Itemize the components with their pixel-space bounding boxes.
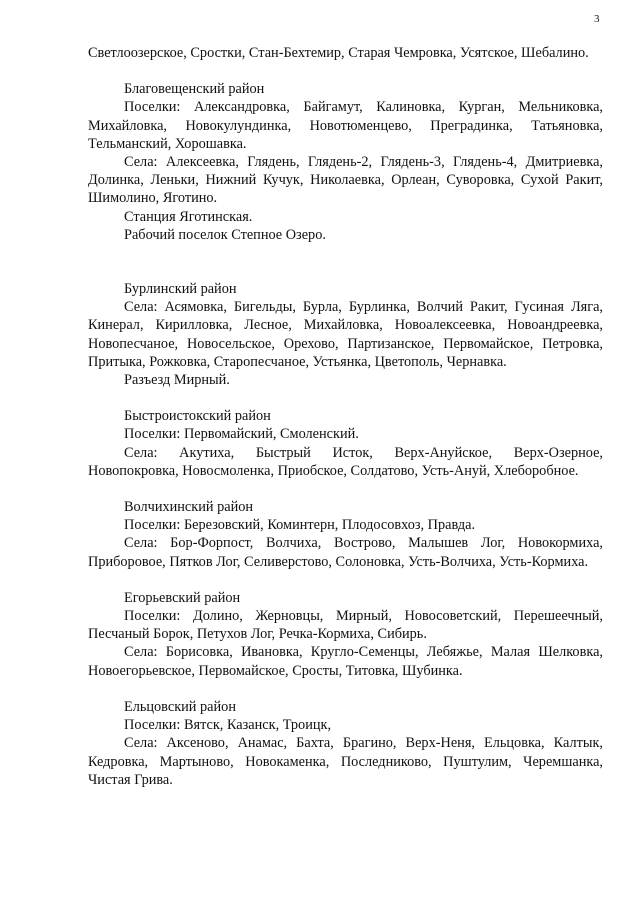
district-bystroistoksky: [88, 407, 603, 480]
spacer: [88, 480, 603, 498]
spacer: [88, 62, 603, 80]
posyolki-paragraph: Поселки: Березовский, Коминтерн, Плодосовхоз, Правда.: [124, 517, 476, 534]
district-burlinsky: [88, 280, 603, 389]
sela-paragraph: Села: Алексеевка, Глядень, Глядень-2, Глядень-3, Глядень-4, Дмитриевка, Долинка, Леньки, Нижний Кучук, Николаевка, Орлеан, Суворовка, Сухой Ракит, Шимолино, Яготино.: [88, 154, 603, 207]
siding-paragraph: Разъезд Мирный.: [124, 372, 230, 389]
spacer: [88, 389, 603, 407]
posyolki-paragraph: Поселки: Вятск, Казанск, Троицк,: [124, 717, 332, 734]
posyolki-paragraph: Поселки: Долино, Жерновцы, Мирный, Новосоветский, Перешеечный, Песчаный Борок, Петухов Лог, Речка-Кормиха, Сибирь.: [88, 608, 603, 643]
sela-paragraph: Села: Борисовка, Ивановка, Кругло-Семенцы, Лебяжье, Малая Шелковка, Новоегорьевское, Первомайское, Сросты, Титовка, Шубинка.: [88, 644, 603, 679]
sela-paragraph: Села: Асямовка, Бигельды, Бурла, Бурлинка, Волчий Ракит, Гусиная Ляга, Кинерал, Кирилловка, Лесное, Михайловка, Новоалексеевка, Новоандреевка, Новопесчаное, Новосельское, Орехово, Партизанское, Первомайское, Петровка, Притыка, Рожковка, Старопесчаное, Устьянка, Цветополь, Чернавка.: [88, 299, 603, 370]
district-title: Ельцовский район: [124, 698, 236, 715]
district-blagoveshchensky: [88, 80, 603, 244]
station-paragraph: Станция Яготинская.: [124, 208, 253, 225]
sela-paragraph: Села: Акутиха, Быстрый Исток, Верх-Ануйское, Верх-Озерное, Новопокровка, Новосмоленка, Приобское, Солдатово, Усть-Ануй, Хлеборобное.: [88, 444, 603, 479]
sela-paragraph: Села: Аксеново, Анамас, Бахта, Брагино, Верх-Неня, Ельцовка, Калтык, Кедровка, Мартыново, Новокаменка, Последниково, Пуштулим, Черемшанка, Чистая Грива.: [88, 735, 603, 788]
document-body: [88, 44, 603, 789]
posyolki-paragraph: Поселки: Александровка, Байгамут, Калиновка, Курган, Мельниковка, Михайловка, Новокулундинка, Новотюменцево, Преградинка, Татьяновка, Тельманский, Хорошавка.: [88, 99, 603, 152]
spacer: [88, 680, 603, 698]
posyolki-paragraph: Поселки: Первомайский, Смоленский.: [124, 426, 359, 443]
district-title: Егорьевский район: [124, 589, 241, 606]
district-title: Благовещенский район: [124, 81, 265, 98]
spacer: [88, 571, 603, 589]
district-title: Волчихинский район: [124, 499, 254, 516]
page-number: 3: [594, 13, 600, 25]
spacer: [88, 244, 603, 280]
district-title: Быстроистокский район: [124, 408, 271, 425]
district-eltsovsky: [88, 698, 603, 789]
district-title: Бурлинский район: [124, 281, 237, 298]
workers-settlement-paragraph: Рабочий поселок Степное Озеро.: [124, 226, 326, 243]
district-volchikhinsky: [88, 498, 603, 571]
district-egoryevsky: [88, 589, 603, 680]
intro-paragraph: Светлоозерское, Сростки, Стан-Бехтемир, Старая Чемровка, Усятское, Шебалино.: [88, 45, 589, 61]
sela-paragraph: Села: Бор-Форпост, Волчиха, Вострово, Малышев Лог, Новокормиха, Приборовое, Пятков Лог, Селиверстово, Солоновка, Усть-Волчиха, Усть-Кормиха.: [88, 535, 603, 570]
